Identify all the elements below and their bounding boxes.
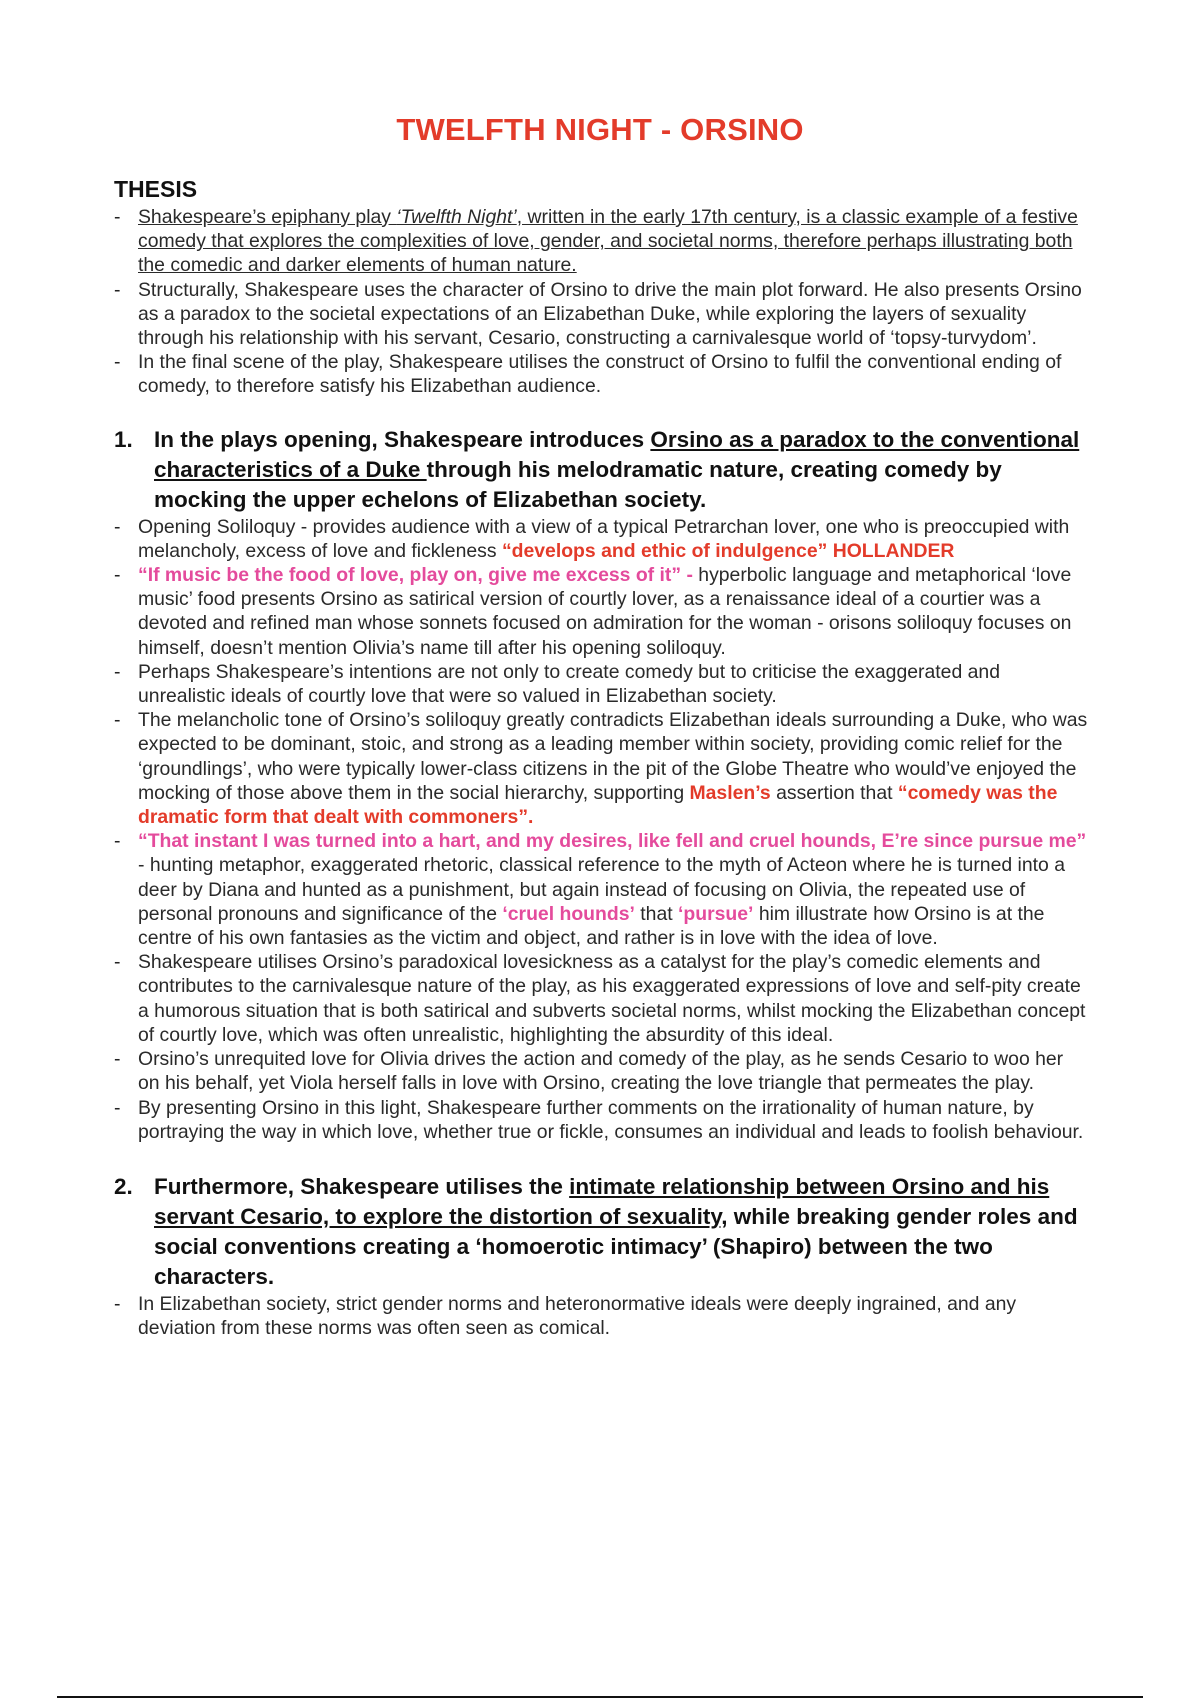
section-number: 2. [114, 1173, 133, 1199]
critic-name: Maslen’s [689, 781, 771, 804]
list-item: - Opening Soliloquy - provides audience with a view of a typical Petrarchan lover, one who is preoccupied with melancholy, excess of love and fickleness “develops and ethic of indulgence” HOLLANDER [114, 515, 1090, 563]
thesis-bullet: - In the final scene of the play, Shakespeare utilises the construct of Orsino to fulfil the conventional ending of comedy, to therefore satisfy his Elizabethan audience. [114, 350, 1090, 398]
thesis-underlined-statement: Shakespeare’s epiphany play ‘Twelfth Night’, written in the early 17th century, is a classic example of a festive comedy that explores the complexities of love, gender, and societal norms, therefore perhaps illustrating both the comedic and darker elements of human nature. [138, 206, 1078, 277]
section-1-heading: 1. In the plays opening, Shakespeare introduces Orsino as a paradox to the conventional characteristics of a Duke through his melodramatic nature, creating comedy by mocking the upper echelons of Elizabethan society. [114, 426, 1080, 512]
list-item: - By presenting Orsino in this light, Shakespeare further comments on the irrationality of human nature, by portraying the way in which love, whether true or fickle, consumes an individual and leads to foolish behaviour. [114, 1096, 1090, 1144]
thesis-bullet: - Structurally, Shakespeare uses the character of Orsino to drive the main plot forward. He also presents Orsino as a paradox to the societal expectations of an Elizabethan Duke, while exploring the layers of sexuality through his relationship with his servant, Cesario, constructing a carnivalesque world of ‘topsy-turvydom’. [114, 278, 1090, 351]
list-item: - Shakespeare utilises Orsino’s paradoxical lovesickness as a catalyst for the play’s comedic elements and contributes to the carnivalesque nature of the play, as his exaggerated expressions of love and self-pity create a humorous situation that is both satirical and subverts societal norms, whilst mocking the Elizabethan concept of courtly love, which was often unrealistic, highlighting the absurdity of this ideal. [114, 950, 1090, 1047]
thesis-heading: THESIS [114, 176, 198, 202]
list-item: - Orsino’s unrequited love for Olivia drives the action and comedy of the play, as he sends Cesario to woo her on his behalf, yet Viola herself falls in love with Orsino, creating the love triangle that permeates the play. [114, 1047, 1090, 1095]
critic-quote: “comedy was the dramatic form that dealt with commoners”. [138, 781, 1058, 829]
section-1-list [114, 515, 1090, 1144]
footer-divider [57, 1696, 1143, 1698]
list-item: - “If music be the food of love, play on, give me excess of it” - hyperbolic language and metaphorical ‘love music’ food presents Orsino as satirical version of courtly lover, as a renaissance ideal of a courtier was a devoted and refined man whose sonnets focused on admiration for the woman - orisons soliloquy focuses on himself, doesn’t mention Olivia’s name till after his opening soliloquy. [114, 563, 1090, 660]
document-body [114, 176, 1090, 1340]
list-item: - Perhaps Shakespeare’s intentions are not only to create comedy but to criticise the exaggerated and unrealistic ideals of courtly love that were so valued in Elizabethan society. [114, 660, 1090, 708]
section-2-heading: 2. Furthermore, Shakespeare utilises the intimate relationship between Orsino and his servant Cesario, to explore the distortion of sexuality, while breaking gender roles and social conventions creating a ‘homoerotic intimacy’ (Shapiro) between the two characters. [114, 1173, 1078, 1289]
list-item: - “That instant I was turned into a hart, and my desires, like fell and cruel hounds, E’re since pursue me” - hunting metaphor, exaggerated rhetoric, classical reference to the myth of Acteon where he is turned into a deer by Diana and hunted as a punishment, but again instead of focusing on Olivia, the repeated use of personal pronouns and significance of the ‘cruel hounds’ that ‘pursue’ him illustrate how Orsino is at the centre of his own fantasies as the victim and object, and rather is in love with the idea of love. [114, 829, 1090, 950]
page-title: TWELFTH NIGHT - ORSINO [396, 112, 804, 147]
section-2-list [114, 1292, 1090, 1340]
play-quote: “If music be the food of love, play on, give me excess of it” - [138, 564, 699, 587]
list-item: - The melancholic tone of Orsino’s soliloquy greatly contradicts Elizabethan ideals surrounding a Duke, who was expected to be dominant, stoic, and strong as a leading member within society, providing comic relief for the ‘groundlings’, who were typically lower-class citizens in the pit of the Globe Theatre who would’ve enjoyed the mocking of those above them in the social hierarchy, supporting Maslen’s assertion that “comedy was the dramatic form that dealt with commoners”. [114, 708, 1090, 829]
play-quote: ‘pursue’ [678, 902, 754, 925]
thesis-list [114, 205, 1090, 399]
play-quote: “That instant I was turned into a hart, and my desires, like fell and cruel hounds, E’re since pursue me” [138, 830, 1087, 853]
thesis-bullet [114, 205, 1090, 278]
critic-quote: “develops and ethic of indulgence” HOLLANDER [501, 539, 955, 562]
play-quote: ‘cruel hounds’ [502, 902, 635, 925]
section-number: 1. [114, 426, 133, 452]
list-item: - In Elizabethan society, strict gender norms and heteronormative ideals were deeply ingrained, and any deviation from these norms was often seen as comical. [114, 1292, 1090, 1340]
